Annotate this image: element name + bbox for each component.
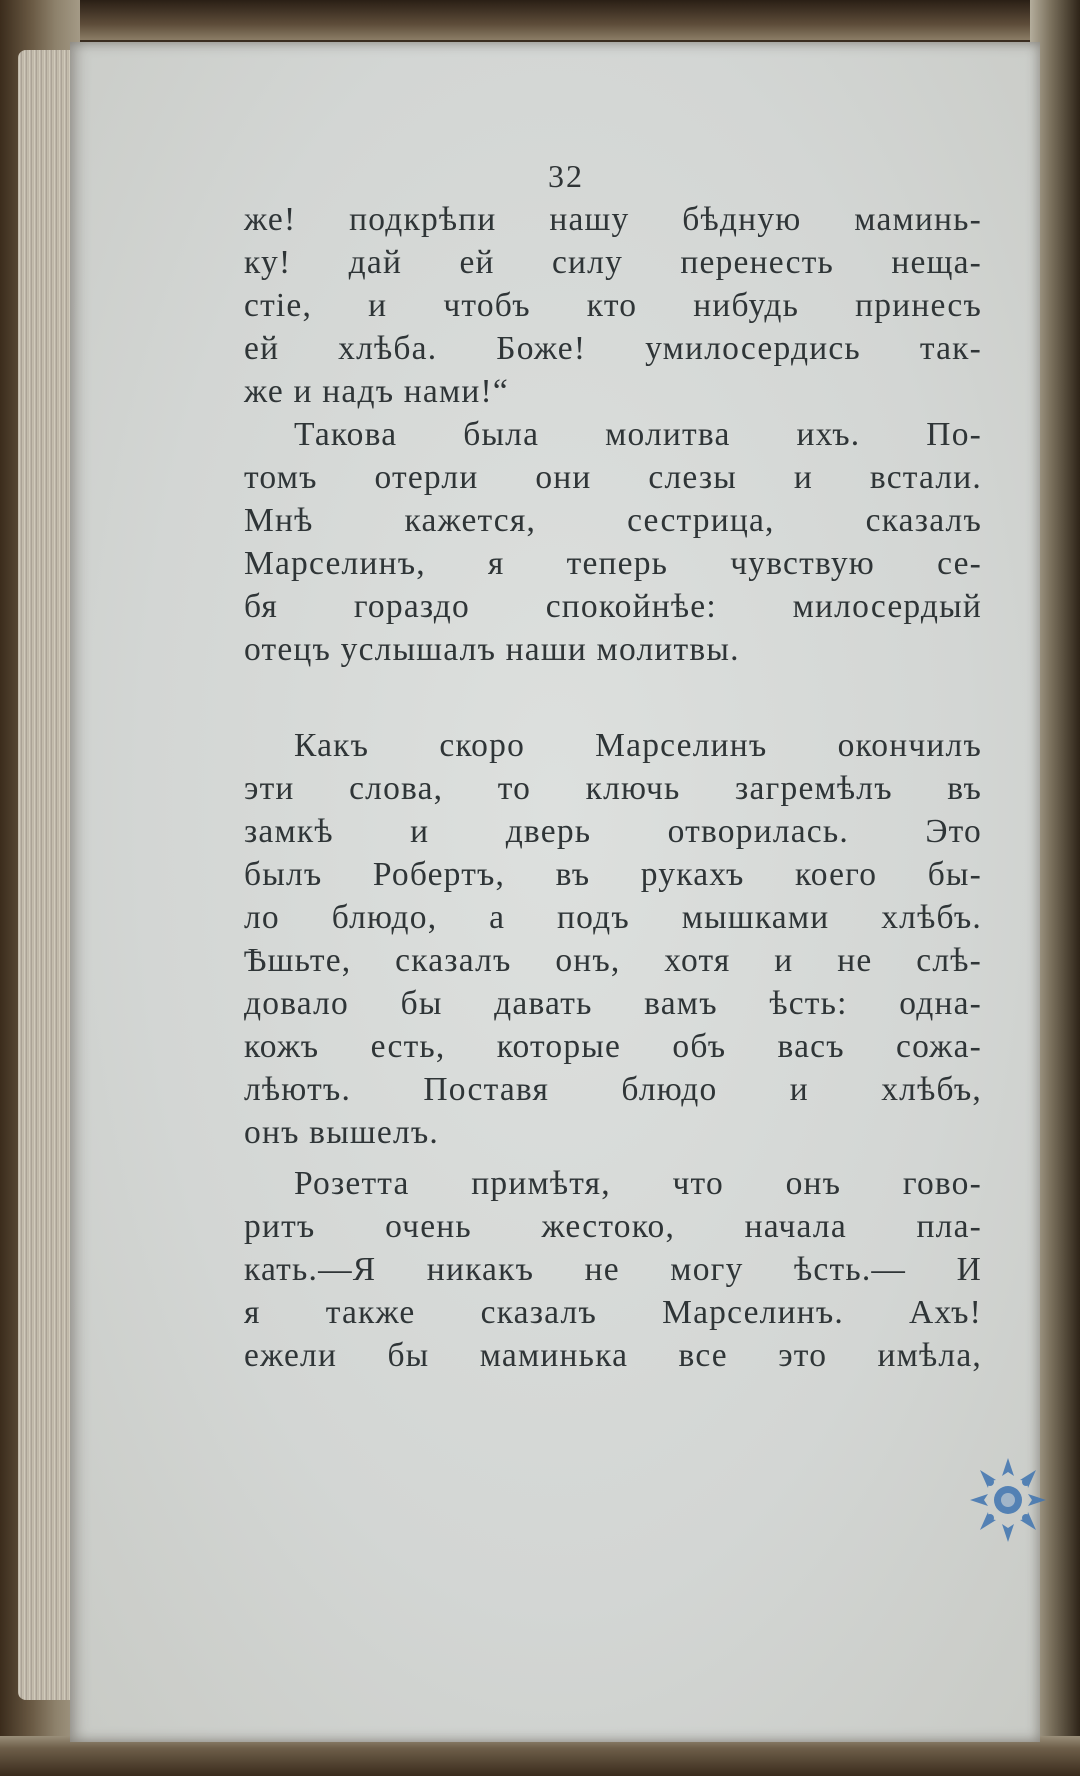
text-line: кожъ есть, которые объ васъ сожа- <box>244 1028 982 1065</box>
text-line: Розетта примѣтя, что онъ гово- <box>294 1165 982 1202</box>
text-line: стіе, и чтобъ кто нибудь принесъ <box>244 287 982 324</box>
paragraph-gap <box>244 1154 982 1162</box>
page-stack <box>18 50 78 1700</box>
library-stamp-icon <box>966 1452 1050 1548</box>
text-line: Марселинъ, я теперь чувствую се- <box>244 545 982 582</box>
page-text <box>244 198 982 1377</box>
text-line: эти слова, то ключь загремѣлъ въ <box>244 770 982 807</box>
text-line: ежели бы маминька все это имѣла, <box>244 1337 982 1374</box>
text-line: лѣютъ. Поставя блюдо и хлѣбъ, <box>244 1071 982 1108</box>
book-bottom-edge <box>0 1736 1080 1776</box>
text-line: ку! дай ей силу перенесть нещa- <box>244 244 982 281</box>
text-line: ло блюдо, а подъ мышками хлѣбъ. <box>244 899 982 936</box>
paragraph-gap <box>244 671 982 724</box>
text-line: былъ Робертъ, въ рукахъ коего бы- <box>244 856 982 893</box>
text-line: Ѣшьте, сказалъ онъ, хотя и не слѣ- <box>244 942 982 979</box>
text-line: томъ отерли они слезы и встали. <box>244 459 982 496</box>
text-line: бя гораздо спокойнѣе: милосердый <box>244 588 982 625</box>
page-number: 32 <box>548 158 584 194</box>
text-line: ритъ очень жестоко, начала пла- <box>244 1208 982 1245</box>
text-line: же и надъ нами!“ <box>244 373 509 410</box>
text-line: ей хлѣба. Боже! умилосердись так- <box>244 330 982 367</box>
text-line: отецъ услышалъ наши молитвы. <box>244 631 740 668</box>
text-line: кать.—Я никакъ не могу ѣсть.— И <box>244 1251 982 1288</box>
text-line: Какъ скоро Марселинъ окончилъ <box>294 727 982 764</box>
book-top-edge <box>0 0 1080 40</box>
text-line: замкѣ и дверь отворилась. Это <box>244 813 982 850</box>
text-line: онъ вышелъ. <box>244 1114 439 1151</box>
text-line: я также сказалъ Марселинъ. Ахъ! <box>244 1294 982 1331</box>
text-line: же! подкрѣпи нашу бѣдную маминь- <box>244 201 982 238</box>
text-line: довало бы давать вамъ ѣсть: одна- <box>244 985 982 1022</box>
text-line: Такова была молитва ихъ. По- <box>294 416 982 453</box>
text-line: Мнѣ кажется, сестрица, сказалъ <box>244 502 982 539</box>
